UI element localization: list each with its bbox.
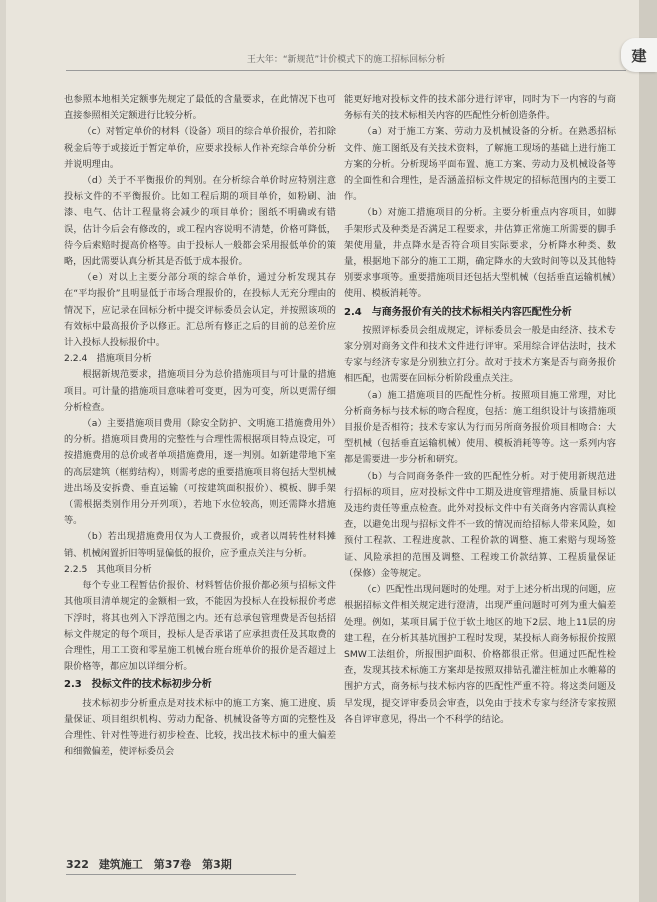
running-header: 王大年：“新规范”计价模式下的施工招标回标分析: [246, 55, 446, 65]
left-column: [64, 92, 336, 760]
header-rule: [66, 70, 626, 71]
right-section-heading: 2.4 与商务报价有关的技术标相关内容匹配性分析: [344, 306, 572, 318]
left-paragraph: （e）对以上主要分部分项的综合单价，通过分析发现其存在“平均报价”且明显低于市场合理报价的，在投标人无充分理由的情况下，应记录在回标分析中提交评标委员会认定，并按照该项的有效标中最高报价予以修正。汇总所有修正之后的目前的总差价应计入投标人投标报价中。: [64, 272, 336, 349]
page-footer: [66, 856, 232, 872]
left-subsection-heading: 2.2.4 措施项目分析: [64, 353, 152, 365]
left-paragraph: 技术标初步分析重点是对技术标中的施工方案、施工进度、质量保证、项目组织机构、劳动力配备、机械设备等方面的完整性及合理性、针对性等进行初步检查、比较，找出技术标中的重大偏差和细微偏差，使评标委员会: [64, 697, 336, 758]
section-tab: 建: [621, 38, 657, 72]
left-paragraph: （c）对暂定单价的材料（设备）项目的综合单价报价，若扣除税金后等于或接近于暂定单价，应要求投标人作补充综合单价分析并说明理由。: [64, 126, 336, 170]
journal-info: 建筑施工 第37卷 第3期: [98, 858, 232, 871]
left-paragraph: （b）若出现措施费用仅为人工费报价，或者以周转性材料摊销、机械闲置折旧等明显偏低的报价，应予重点关注与分析。: [64, 531, 336, 559]
left-paragraph: （a）主要措施项目费用（除安全防护、文明施工措施费用外）的分析。措施项目费用的完整性与合理性需根据项目特点设定，可按措施费用的总价或者单项措施费用，逐一判别。如新建带地下室的高层建筑（框剪结构），则需考虑的重要措施项目将包括大型机械进出场及安拆费、垂直运输（可按建筑面积报价）、模板、脚手架（需根据类别作用分开列项），若地下水位较高，则还需降水措施等。: [64, 418, 336, 527]
left-paragraph: （d）关于不平衡报价的判别。在分析综合单价时应特别注意投标文件的不平衡报价。比如工程后期的项目单价，如粉刷、油漆、电气、估计工程量将会减少的项目单价；图纸不明确或有错误，估计今后会有修改的，或工程内容说明不清楚，价格可降低，待今后索赔时提高价格等。由于投标人一般都会采用报低单价的策略，因此需要认真分析其是否低于成本报价。: [64, 175, 336, 268]
journal-page: [6, 0, 642, 902]
right-paragraph: （b）与合同商务条件一致的匹配性分析。对于使用新规范进行招标的项目，应对投标文件中工期及进度管理措施、质量目标以及违约责任等重点检查。此外对投标文件中有关商务内容需认真检查，以避免出现与招标文件不一致的情况而给招标人带来风险，如预付工程款、工程进度款、工程价款的调整、施工索赔与现场签证、风险承担的范围及调整、工程竣工价款结算、工程质量保证（保修）金等规定。: [344, 470, 616, 579]
left-subsection-heading: 2.2.5 其他项目分析: [64, 563, 152, 575]
right-column: [344, 92, 616, 728]
left-paragraph: 根据新规范要求，措施项目分为总价措施项目与可计量的措施项目。可计量的措施项目意味着可变更，因为可变，所以更需仔细分析检查。: [64, 369, 336, 413]
left-paragraph: 也参照本地相关定额事先规定了最低的含量要求，在此情况下也可直接参照相关定额进行比较分析。: [64, 94, 336, 122]
right-paragraph: （a）施工措施项目的匹配性分析。按照项目施工常理，对比分析商务标与技术标的吻合程度，包括：施工组织设计与该措施项目报价是否相符；技术专家认为行而另所商务报价项目相吻合：大型机械（包括垂直运输机械）使用、模板消耗等等。这一系列内容都是需要进一步分析和研究。: [344, 389, 616, 466]
right-paragraph: 能更好地对投标文件的技术部分进行评审，同时为下一内容的与商务标有关的技术标相关内容的匹配性分析创造条件。: [344, 94, 616, 122]
right-paragraph: （a）对于施工方案、劳动力及机械设备的分析。在熟悉招标文件、施工图纸及有关技术资料，了解施工现场的基础上进行施工方案的分析。分析现场平面布置、施工方案、劳动力及机械设备等的全面性和合理性，是否涵盖招标文件规定的招标范围内的主要工作。: [344, 126, 616, 203]
right-paragraph: （c）匹配性出现问题时的处理。对于上述分析出现的问题，应根据招标文件相关规定进行澄清，出现严重问题时可列为重大偏差处理。例如，某项目属于位于软土地区的地下2层、地上11层的房建工程，在分析其基坑围护工程时发现，某投标人商务标报价按照SMW工法组价，所报围护面积、价格都很正常。但通过匹配性检查，发现其技术标施工方案却是按照双排钻孔灌注桩加止水帷幕的围护方式，商务标与技术标内容的匹配性严重不符。将这类问题及早发现，提交评审委员会审查，以免由于技术专家与经济专家按照各自评审意见，得出一个不科学的结论。: [344, 584, 616, 725]
page-edge-strip: [639, 0, 657, 902]
right-paragraph: （b）对施工措施项目的分析。主要分析重点内容项目，如脚手架形式及种类是否满足工程要求，井估算正常施工所需要的脚手架使用量，井点降水是否符合项目实际要求，分析降水种类、数量，根据地下部分的施工工期，确定降水的大致时间等以及其他特别要求事项等。重要措施项目还包括大型机械（包括垂直运输机械）使用、模板消耗等。: [344, 207, 616, 300]
left-section-heading: 2.3 投标文件的技术标初步分析: [64, 679, 212, 691]
right-paragraph: 按照评标委员会组成规定，评标委员会一般是由经济、技术专家分别对商务文件和技术文件进行评审。采用综合评估法时，技术专家与经济专家是分别独立打分。故对于技术方案是否与商务报价相匹配，也需要在回标分析阶段重点关注。: [344, 324, 616, 385]
left-paragraph: 每个专业工程暂估价报价、材料暂估价报价都必须与招标文件其他项目清单规定的金额相一致，不能因为投标人在投标报价考虑下浮时，将其也列入下浮范围之内。还有总承包管理费是否包括招标文件规定的每个项目，投标人是否承诺了应承担责任及其取费的合理性，用工工资和零星施工机械台班台班单价的报价是否超过上限价格等，都应加以详细分析。: [64, 580, 336, 673]
page-number: 322: [66, 858, 89, 871]
footer-rule: [66, 874, 296, 875]
